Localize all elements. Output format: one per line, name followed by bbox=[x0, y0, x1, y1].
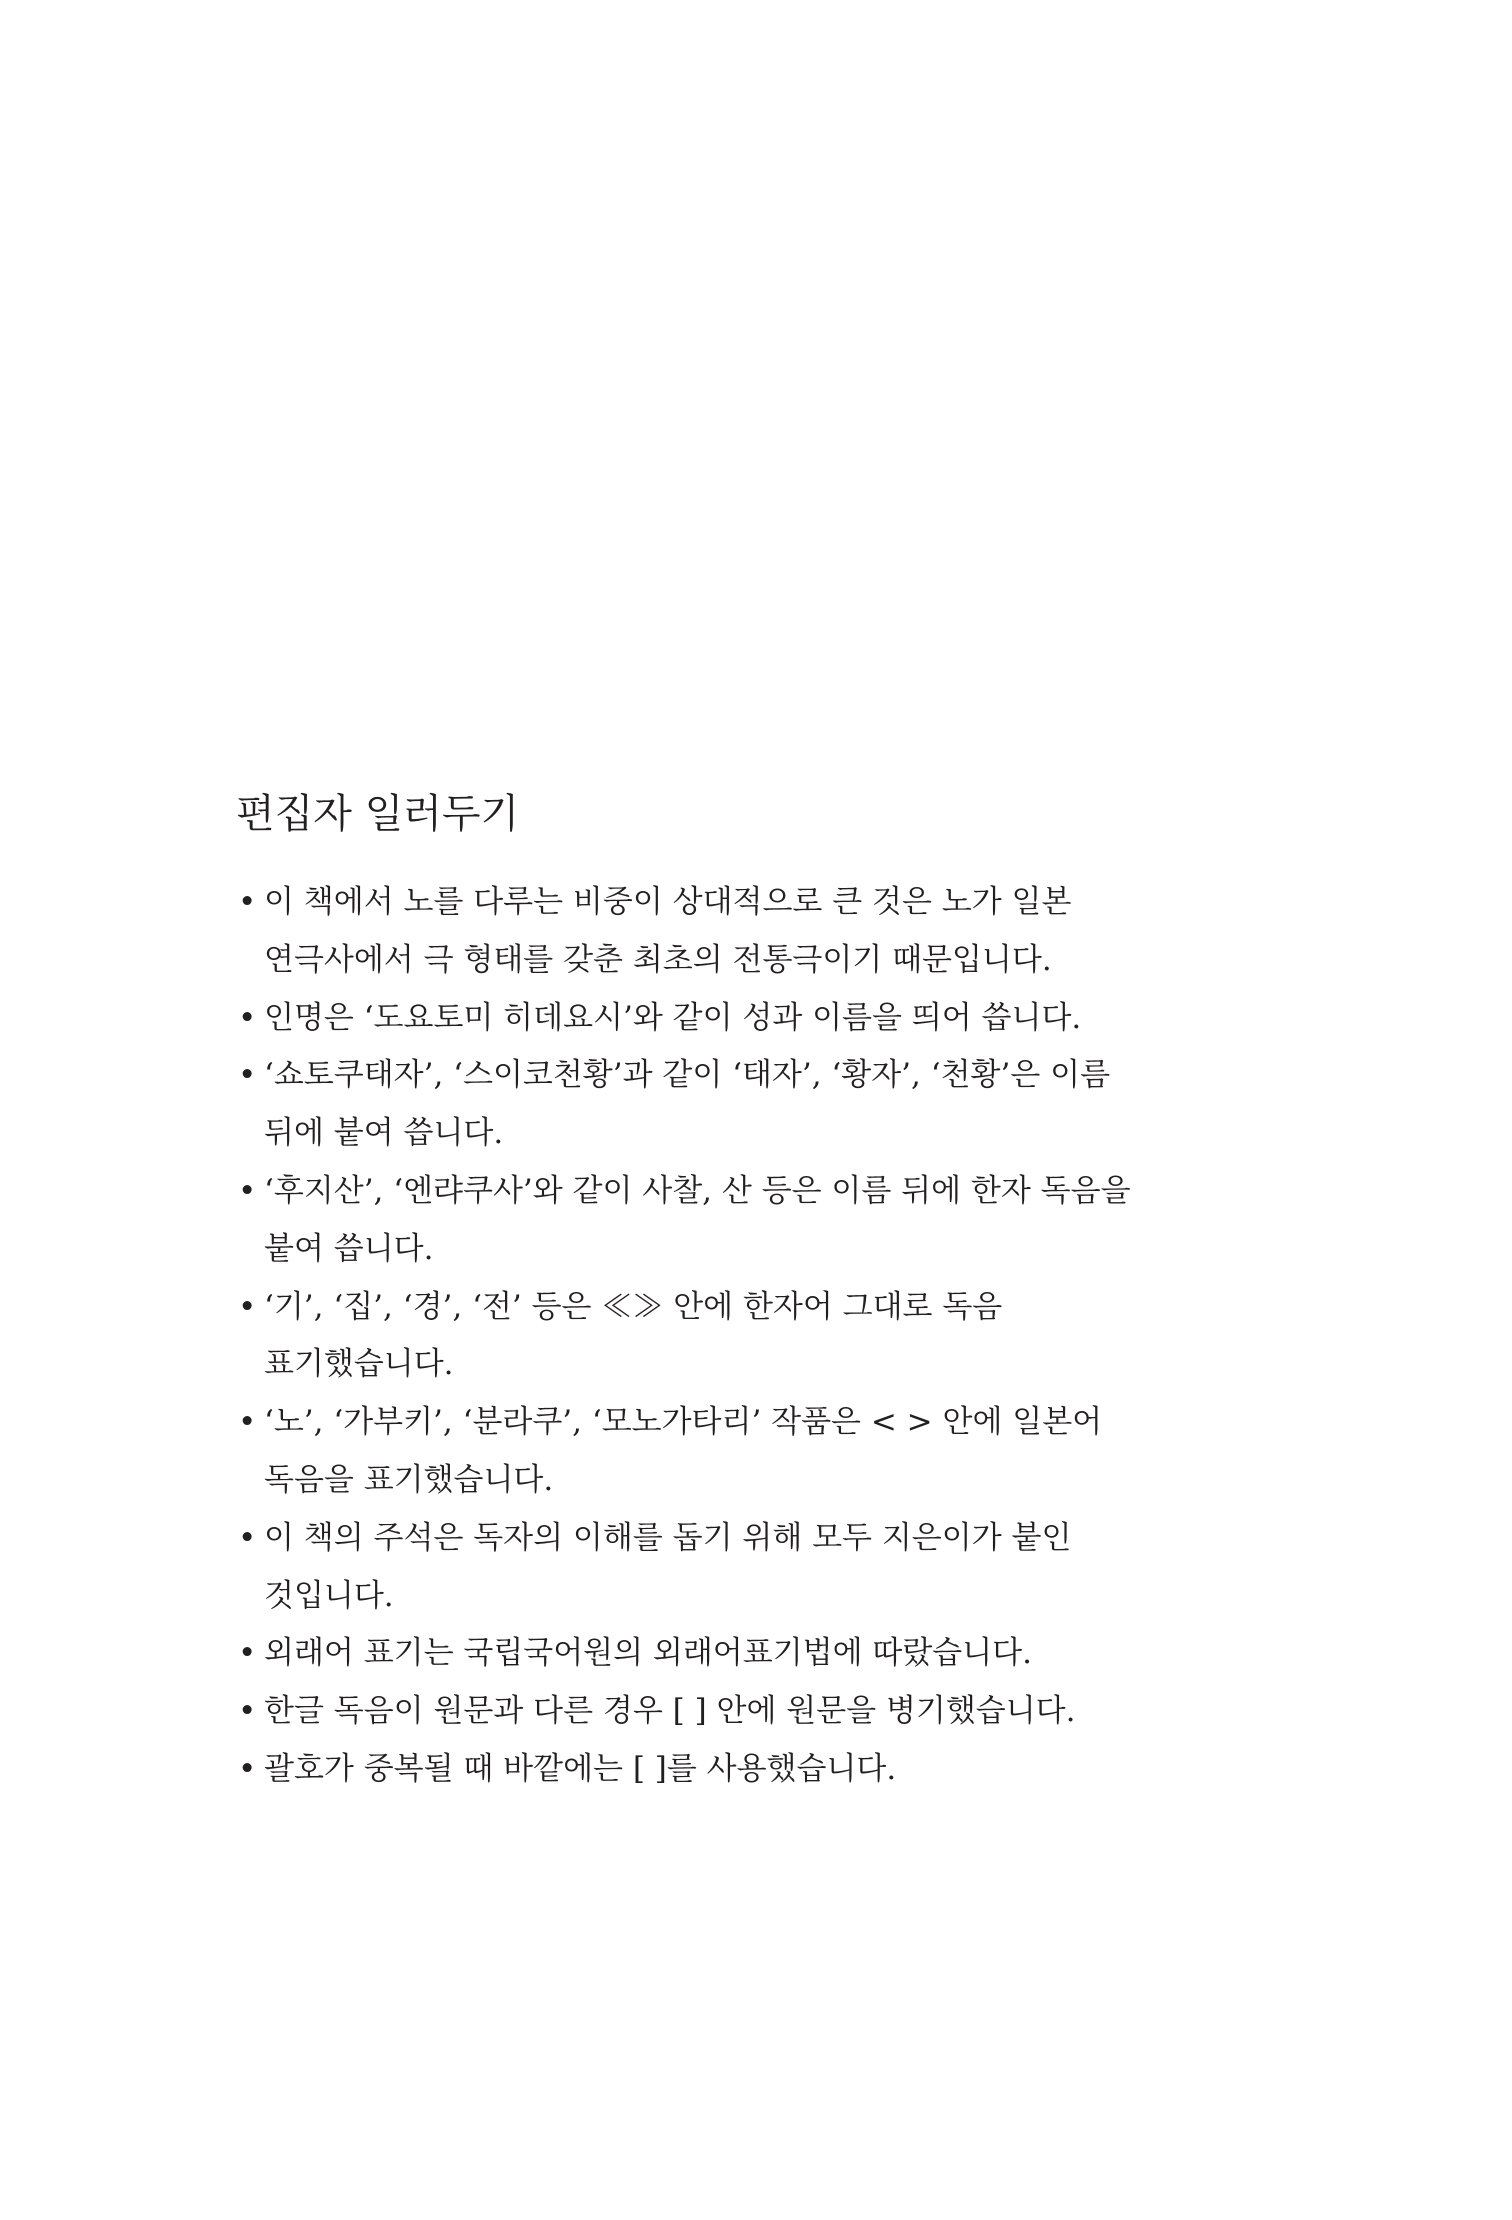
bullet-icon: • bbox=[238, 1404, 257, 1441]
note-line: ‘쇼토쿠태자’, ‘스이코천황’과 같이 ‘태자’, ‘황자’, ‘천황’은 이름 bbox=[264, 1057, 1111, 1094]
note-item bbox=[236, 1394, 1131, 1510]
note-line: 이 책에서 노를 다루는 비중이 상대적으로 큰 것은 노가 일본 bbox=[264, 884, 1072, 920]
note-line: 괄호가 중복될 때 바깥에는 [ ]를 사용했습니다. bbox=[264, 1750, 897, 1787]
bullet-icon: • bbox=[238, 999, 257, 1036]
note-line: 이 책의 주석은 독자의 이해를 돕기 위해 모두 지은이가 붙인 bbox=[264, 1519, 1072, 1556]
note-line: 표기했습니다. bbox=[264, 1346, 454, 1383]
note-item bbox=[236, 990, 1131, 1048]
note-line: 인명은 ‘도요토미 히데요시’와 같이 성과 이름을 띄어 씁니다. bbox=[264, 999, 1082, 1036]
bullet-icon: • bbox=[238, 1519, 257, 1556]
note-line: 것입니다. bbox=[264, 1577, 394, 1614]
note-line: ‘후지산’, ‘엔랴쿠사’와 같이 사찰, 산 등은 이름 뒤에 한자 독음을 bbox=[264, 1172, 1131, 1209]
note-line: 독음을 표기했습니다. bbox=[264, 1461, 554, 1498]
note-item bbox=[236, 1047, 1131, 1163]
page-title: 편집자 일러두기 bbox=[236, 791, 520, 837]
note-item bbox=[236, 1163, 1131, 1279]
note-line: 외래어 표기는 국립국어원의 외래어표기법에 따랐습니다. bbox=[264, 1635, 1032, 1672]
note-line: ‘기’, ‘집’, ‘경’, ‘전’ 등은 ≪≫ 안에 한자어 그대로 독음 bbox=[264, 1288, 1003, 1325]
bullet-icon: • bbox=[238, 1693, 257, 1730]
bullet-icon: • bbox=[238, 1750, 257, 1787]
note-item bbox=[236, 1625, 1131, 1683]
editor-notes-list bbox=[236, 874, 1131, 1799]
note-item bbox=[236, 1741, 1131, 1799]
bullet-icon: • bbox=[238, 1172, 257, 1209]
note-line: 붙여 씁니다. bbox=[264, 1230, 434, 1267]
bullet-icon: • bbox=[238, 884, 257, 920]
note-line: 뒤에 붙여 씁니다. bbox=[264, 1115, 504, 1152]
note-item bbox=[236, 874, 1131, 990]
note-item bbox=[236, 1279, 1131, 1395]
note-line: 연극사에서 극 형태를 갖춘 최초의 전통극이기 때문입니다. bbox=[264, 941, 1052, 978]
note-item bbox=[236, 1510, 1131, 1626]
bullet-icon: • bbox=[238, 1635, 257, 1672]
note-line: 한글 독음이 원문과 다른 경우 [ ] 안에 원문을 병기했습니다. bbox=[264, 1693, 1076, 1730]
note-item bbox=[236, 1683, 1131, 1741]
bullet-icon: • bbox=[238, 1057, 257, 1094]
bullet-icon: • bbox=[238, 1288, 257, 1325]
note-line: ‘노’, ‘가부키’, ‘분라쿠’, ‘모노가타리’ 작품은 < > 안에 일본어 bbox=[264, 1404, 1103, 1441]
